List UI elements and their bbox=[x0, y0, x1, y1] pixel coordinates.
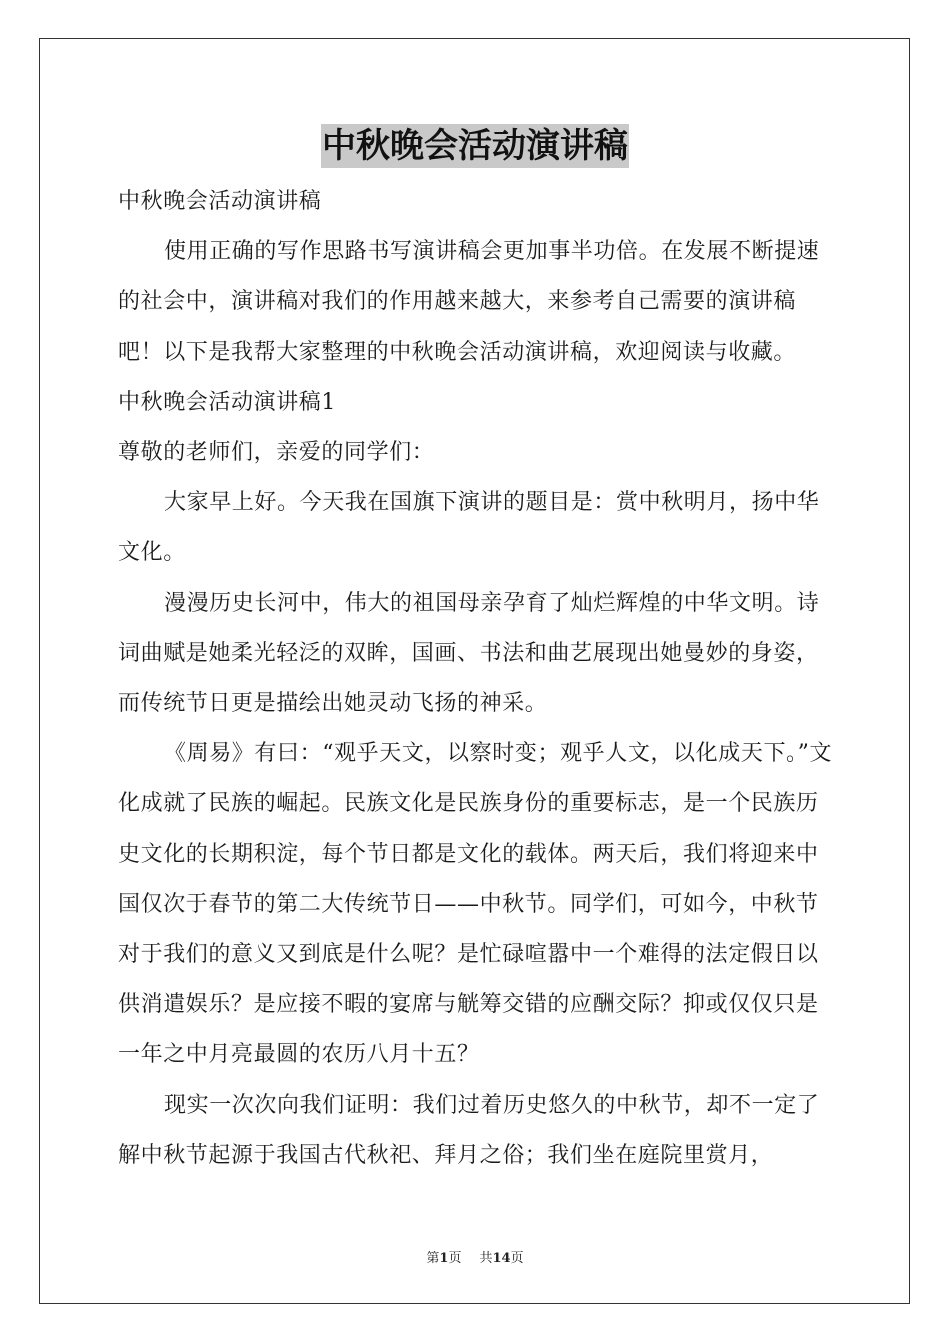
body-paragraph: 中秋晚会活动演讲稿 bbox=[118, 189, 322, 214]
body-paragraph: 尊敬的老师们，亲爱的同学们： bbox=[118, 440, 435, 466]
page-suffix: 页 bbox=[448, 1251, 462, 1266]
body-paragraph: 《周易》有曰：“观乎天文，以察时变；观乎人文，以化成天下。”文化成就了民族的崛起。民族文化是民族身份的重要标志，是一个民族历史文化的长期积淀，每个节日都是文化的载体。两天后，我们将迎来中国仅次于春节的第二大传统节日——中秋节。同学们，可如今，中秋节对于我们的意义又到底是什么呢？是忙碌喧嚣中一个难得的法定假日以供消遣娱乐？是应接不暇的宴席与觥筹交错的应酬交际？抑或仅仅只是一年之中月亮最圆的农历八月十五？ bbox=[118, 741, 833, 1068]
page-prefix: 第 bbox=[426, 1251, 440, 1266]
total-pages: 14 bbox=[492, 1251, 511, 1266]
document-body bbox=[118, 177, 838, 1181]
body-paragraph: 中秋晚会活动演讲稿1 bbox=[118, 389, 336, 415]
body-paragraph: 漫漫历史长河中，伟大的祖国母亲孕育了灿烂辉煌的中华文明。诗词曲赋是她柔光轻泛的双眸，国画、书法和曲艺展现出她曼妙的身姿，而传统节日更是描绘出她灵动飞扬的神采。 bbox=[118, 590, 820, 717]
page-number: 1 bbox=[439, 1251, 449, 1266]
body-paragraph: 现实一次次向我们证明：我们过着历史悠久的中秋节，却不一定了解中秋节起源于我国古代秋祀、拜月之俗；我们坐在庭院里赏月， bbox=[118, 1092, 820, 1168]
body-paragraph: 使用正确的写作思路书写演讲稿会更加事半功倍。在发展不断提速的社会中，演讲稿对我们的作用越来越大，来参考自己需要的演讲稿吧！以下是我帮大家整理的中秋晚会活动演讲稿，欢迎阅读与收藏。 bbox=[118, 239, 820, 365]
page-footer bbox=[0, 1247, 950, 1266]
total-suffix: 页 bbox=[510, 1251, 524, 1266]
document-title: 中秋晚会活动演讲稿 bbox=[322, 126, 628, 166]
total-prefix: 共 bbox=[479, 1251, 493, 1266]
title-wrap bbox=[0, 124, 950, 168]
body-paragraph: 大家早上好。今天我在国旗下演讲的题目是：赏中秋明月，扬中华文化。 bbox=[118, 490, 820, 566]
